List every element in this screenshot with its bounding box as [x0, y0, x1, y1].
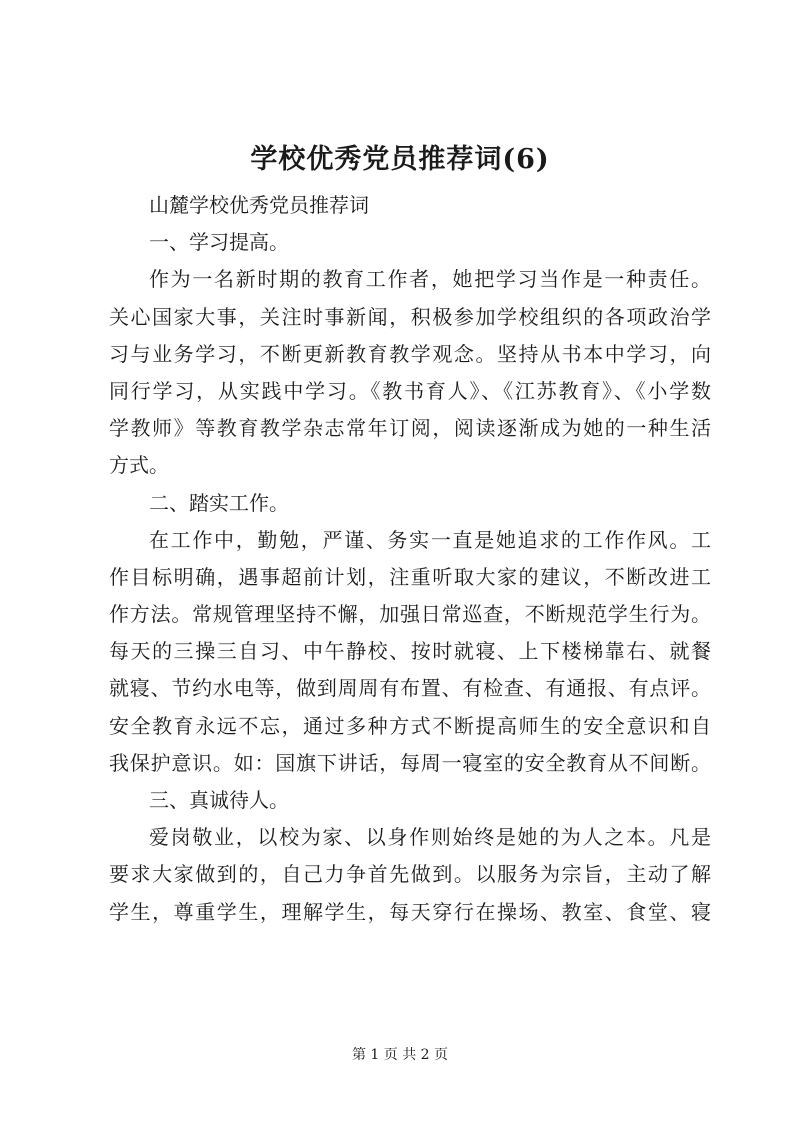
text-line: 关心国家大事，关注时事新闻，积极参加学校组织的各项政治学: [109, 304, 711, 329]
text-line: 爱岗敬业，以校为家、以身作则始终是她的为人之本。凡是: [149, 825, 711, 850]
text-line: 就寝、节约水电等，做到周周有布置、有检查、有通报、有点评。: [109, 676, 711, 701]
text-line: 我保护意识。如：国旗下讲话，每周一寝室的安全教育从不间断。: [109, 750, 711, 775]
text-line: 每天的三操三自习、中午静校、按时就寝、上下楼梯靠右、就餐: [109, 639, 711, 664]
text-line: 要求大家做到的，自己力争首先做到。以服务为宗旨，主动了解: [109, 862, 711, 887]
text-line: 一、学习提高。: [149, 230, 289, 255]
text-line: 学教师》等教育教学杂志常年订阅，阅读逐渐成为她的一种生活: [109, 416, 711, 441]
text-line: 在工作中，勤勉，严谨、务实一直是她追求的工作作风。工: [149, 527, 711, 552]
text-line: 作为一名新时期的教育工作者，她把学习当作是一种责任。: [149, 267, 711, 292]
text-line: 学生，尊重学生，理解学生，每天穿行在操场、教室、食堂、寝: [109, 899, 711, 924]
text-line: 山麓学校优秀党员推荐词: [149, 193, 369, 217]
document-title: 学校优秀党员推荐词(6): [250, 144, 550, 175]
text-line: 方式。: [109, 453, 169, 478]
text-line: 作方法。常规管理坚持不懈，加强日常巡查，不断规范学生行为。: [109, 602, 711, 627]
text-line: 同行学习，从实践中学习。《教书育人》、《江苏教育》、《小学数: [109, 378, 711, 403]
text-line: 习与业务学习，不断更新教育教学观念。坚持从书本中学习，向: [109, 341, 711, 366]
text-line: 安全教育永远不忘，通过多种方式不断提高师生的安全意识和自: [109, 713, 711, 738]
text-line: 作目标明确，遇事超前计划，注重听取大家的建议，不断改进工: [109, 564, 711, 589]
document-body: [109, 187, 711, 931]
text-line: 二、踏实工作。: [149, 490, 289, 515]
page-footer: 第 1 页 共 2 页: [351, 1047, 449, 1063]
text-line: 三、真诚待人。: [149, 788, 289, 812]
